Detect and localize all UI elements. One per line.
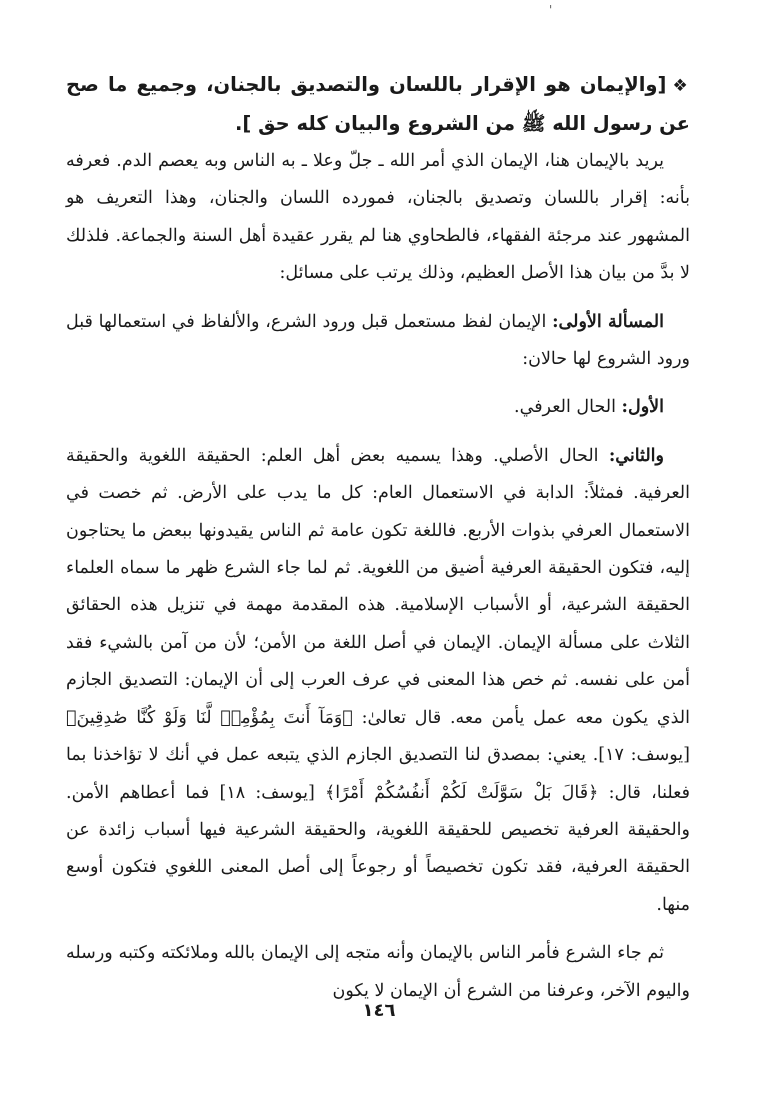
paragraph-3 <box>66 389 690 426</box>
paragraph-3-text: الحال العرفي. <box>514 397 622 418</box>
matn-text: [والإيمان هو الإقرار باللسان والتصديق بالجنان، وجميع ما صح عن رسول الله ﷺ من الشروع والبيان كله حق ]. <box>66 73 690 135</box>
diamond-bullet-icon: ❖ <box>672 76 690 96</box>
paragraph-1: يريد بالإيمان هنا، الإيمان الذي أمر الله ـ جلّ وعلا ـ به الناس وبه يعصم الدم. فعرفه بأنه: إقرار باللسان وتصديق بالجنان، فمورده اللسان والجنان، وهذا التعريف هو المشهور عند مرجئة الفقهاء، فالطحاوي هنا لم يقرر عقيدة أهل السنة والجماعة. فلذلك لا بدَّ من بيان هذا الأصل العظيم، وذلك يرتب على مسائل: <box>66 151 690 284</box>
paragraph-5: ثم جاء الشرع فأمر الناس بالإيمان وأنه متجه إلى الإيمان بالله وملائكته وكتبه ورسله واليوم الآخر، وعرفنا من الشرع أن الإيمان لا يكون <box>66 943 690 1001</box>
issue-one-label: المسألة الأولى: <box>552 311 664 332</box>
page-number: ١٤٦ <box>362 1000 396 1021</box>
page-content <box>66 66 690 1010</box>
paragraph-4 <box>66 438 690 924</box>
paragraph-2 <box>66 304 690 379</box>
paragraph-4-text: الحال الأصلي. وهذا يسميه بعض أهل العلم: الحقيقة اللغوية والحقيقة العرفية. فمثلاً: الدابة في الاستعمال العام: كل ما يدب على الأرض. ثم خصت في الاستعمال العرفي بذوات الأربع. فاللغة تكون عامة ثم الناس يقيدونها ببعض ما يحتاجون إليه، فتكون الحقيقة العرفية أضيق من اللغوية. ثم لما جاء الشرع ظهر ما سماه العلماء الحقيقة الشرعية، أو الأسباب الإسلامية. هذه المقدمة مهمة في تنزيل هذه الحقائق الثلاث على مسألة الإيمان. الإيمان في أصل اللغة من الأمن؛ لأن من آمن بالشيء فقد أمن على نفسه. ثم خص هذا المعنى في عرف العرب إلى أن الإيمان: التصديق الجازم الذي يكون معه عمل يأمن معه. قال تعالىٰ: ﴿وَمَآ أَنتَ بِمُؤْمِنٖ لَّنَا وَلَوْ كُنَّا صَٰدِقِينَ﴾ [يوسف: ١٧]. يعني: بمصدق لنا التصديق الجازم الذي يتبعه عمل في أنك لا تؤاخذنا بما فعلنا، قال: ﴿قَالَ بَلْ سَوَّلَتْ لَكُمْ أَنفُسُكُمْ أَمْرًا﴾ [يوسف: ١٨] فما أعطاهم الأمن. والحقيقة العرفية تخصيص للحقيقة اللغوية، والحقيقة الشرعية فيها أسباب زائدة عن الحقيقة العرفية، فقد تكون تخصيصاً أو رجوعاً إلى أصل المعنى اللغوي فتكون أوسع منها. <box>66 445 690 915</box>
top-mark: ' <box>549 3 553 17</box>
first-label: الأول: <box>621 397 664 418</box>
second-label: والثاني: <box>608 445 664 466</box>
paragraph-2-text: الإيمان لفظ مستعمل قبل ورود الشرع، والألفاظ في استعمالها قبل ورود الشروع لها حالان: <box>66 311 690 370</box>
matn-heading <box>66 66 690 143</box>
